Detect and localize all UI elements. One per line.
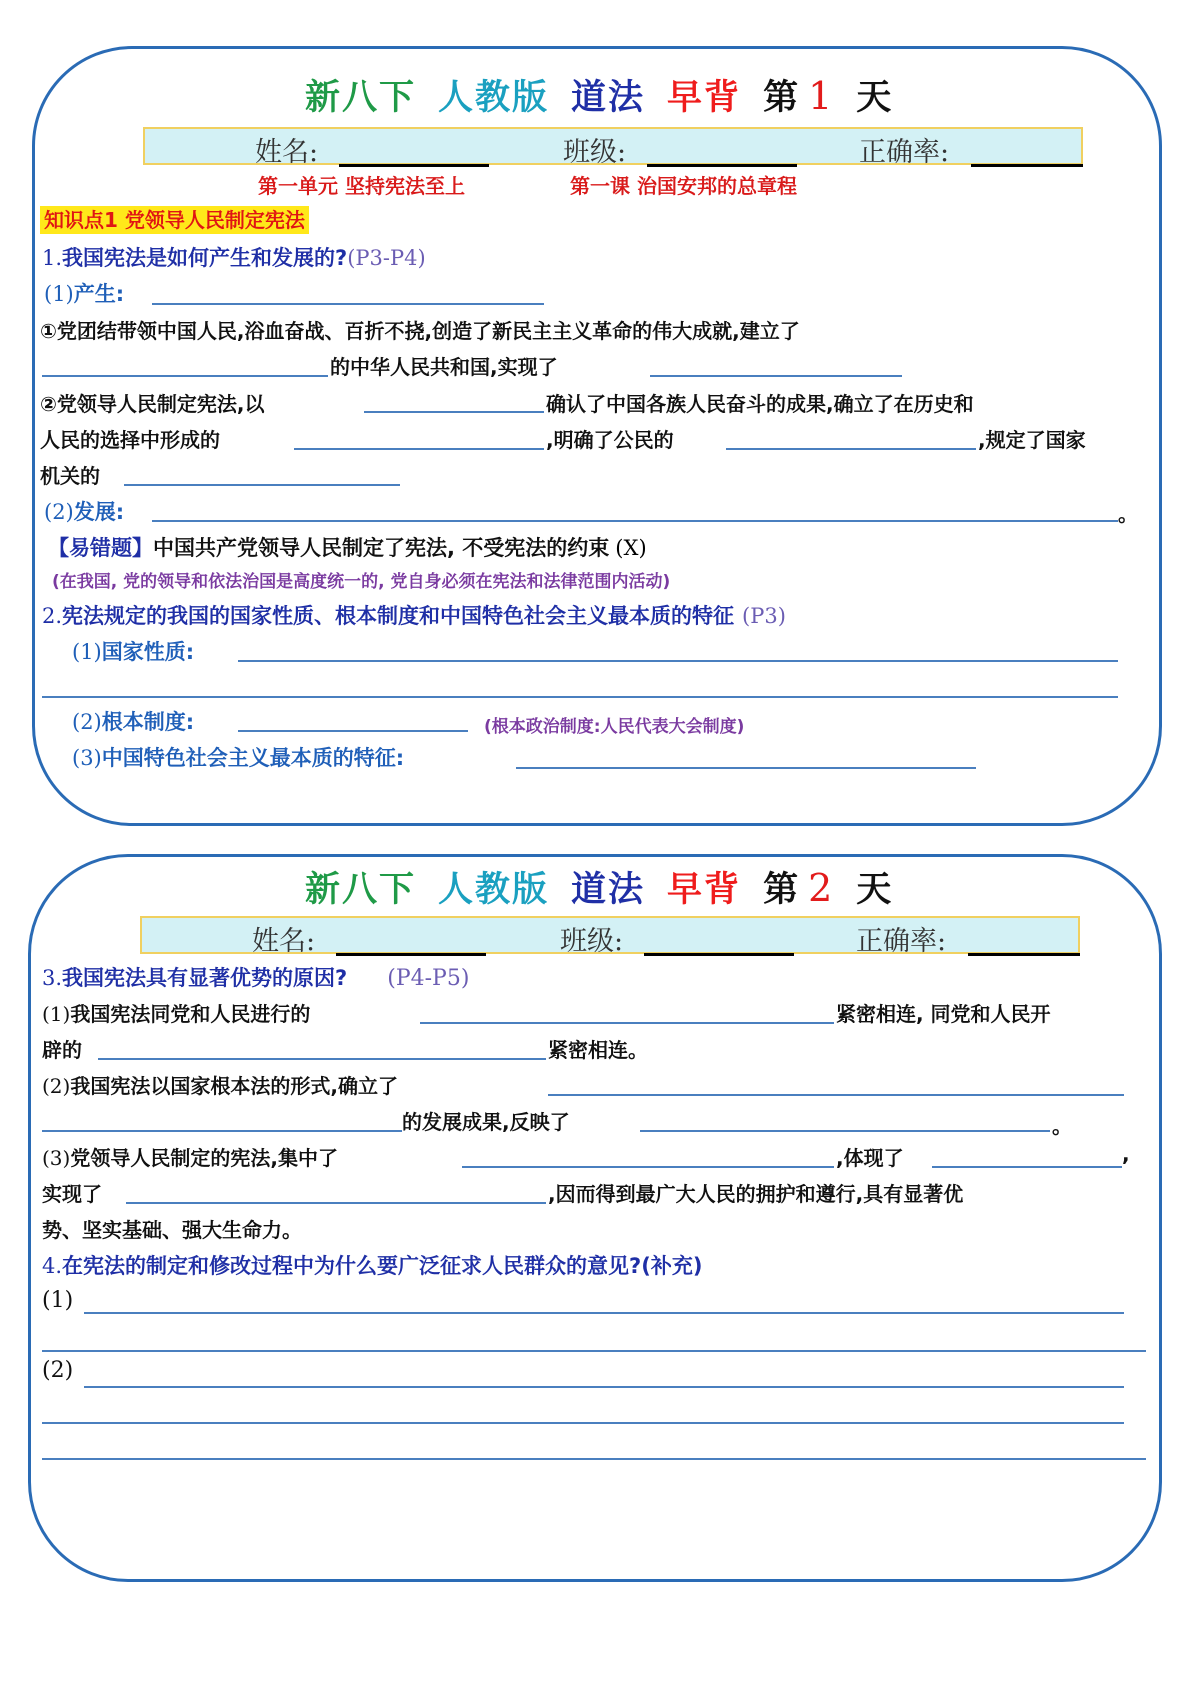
q3-sub3-line1: (3)党领导人民制定的宪法,集中了 bbox=[42, 1146, 338, 1170]
question-2: 2.宪法规定的我国的国家性质、根本制度和中国特色社会主义最本质的特征 (P3) bbox=[42, 604, 786, 628]
q1-sub1-item1-blank1[interactable] bbox=[42, 375, 328, 377]
name-bar-2 bbox=[140, 916, 1080, 957]
q3-sub1-blank1[interactable] bbox=[420, 1022, 834, 1024]
q1-sub1-item1-line2: 的中华人民共和国,实现了 bbox=[330, 355, 558, 379]
knowledge-point-tag: 知识点1 党领导人民制定宪法 bbox=[40, 204, 309, 233]
q1-sub1-item2-blank1[interactable] bbox=[364, 411, 544, 413]
q3-sub2-blank1[interactable] bbox=[548, 1094, 1124, 1096]
accuracy-blank[interactable] bbox=[971, 164, 1083, 167]
q4-sub1-label: (1) bbox=[42, 1288, 74, 1313]
q1-sub1-item2-line1b: 确认了中国各族人民奋斗的成果,确立了在历史和 bbox=[546, 392, 974, 416]
question-3: 3.我国宪法具有显著优势的原因? (P4-P5) bbox=[42, 966, 470, 991]
q1-sub1-item2-line1: ②党领导人民制定宪法,以 bbox=[40, 392, 265, 416]
class-blank[interactable] bbox=[647, 164, 797, 167]
q2-sub1-label: (1)国家性质: bbox=[72, 640, 195, 664]
lesson-title: 第一课 治国安邦的总章程 bbox=[570, 174, 797, 198]
q1-sub2-blank[interactable] bbox=[152, 520, 1118, 522]
name-label-2: 姓名: bbox=[252, 926, 316, 957]
q3-sub2-blank2[interactable] bbox=[42, 1130, 402, 1132]
q3-sub1-blank2[interactable] bbox=[98, 1058, 546, 1060]
q4-sub2-blank2[interactable] bbox=[42, 1422, 1124, 1424]
class-label: 班级: bbox=[563, 137, 627, 168]
q3-sub2-line1: (2)我国宪法以国家根本法的形式,确立了 bbox=[42, 1074, 398, 1098]
name-blank[interactable] bbox=[339, 164, 489, 167]
q1-sub1-item2-line3: 机关的 bbox=[40, 464, 100, 488]
q1-sub1-item2-line2a: 人民的选择中形成的 bbox=[40, 428, 220, 452]
error-prone-note: (在我国, 党的领导和依法治国是高度统一的, 党自身必须在宪法和法律范围内活动) bbox=[52, 572, 671, 592]
q1-sub1-blank[interactable] bbox=[152, 303, 544, 305]
q2-sub3-blank[interactable] bbox=[516, 767, 976, 769]
q2-sub2-note: (根本政治制度:人民代表大会制度) bbox=[484, 717, 745, 737]
q2-sub2-blank[interactable] bbox=[238, 730, 468, 732]
q1-sub1-label: (1)产生: bbox=[44, 282, 125, 306]
q3-sub1-line1: (1)我国宪法同党和人民进行的 bbox=[42, 1002, 311, 1026]
name-blank-2[interactable] bbox=[336, 953, 486, 956]
page-title-day2: 新八下 人教版 道法 早背 第 2 天 bbox=[305, 866, 894, 910]
q2-sub2-label: (2)根本制度: bbox=[72, 710, 195, 734]
q3-sub3-blank2[interactable] bbox=[932, 1166, 1122, 1168]
class-label-2: 班级: bbox=[560, 926, 624, 957]
q1-sub1-item2-line2c: ,规定了国家 bbox=[978, 428, 1086, 452]
question-1: 1.我国宪法是如何产生和发展的?(P3-P4) bbox=[42, 246, 426, 270]
class-blank-2[interactable] bbox=[644, 953, 794, 956]
name-label: 姓名: bbox=[255, 137, 319, 168]
q1-sub1-item2-blank3[interactable] bbox=[726, 448, 976, 450]
q1-sub1-item2-blank4[interactable] bbox=[124, 484, 400, 486]
page-title-day1: 新八下 人教版 道法 早背 第 1 天 bbox=[305, 74, 894, 118]
q3-sub3-blank3[interactable] bbox=[126, 1202, 546, 1204]
q2-sub3-label: (3)中国特色社会主义最本质的特征: bbox=[72, 746, 405, 770]
q2-sub1-blank1[interactable] bbox=[238, 660, 1118, 662]
q4-sub1-blank2[interactable] bbox=[42, 1350, 1146, 1352]
accuracy-label-2: 正确率: bbox=[856, 926, 947, 957]
name-bar bbox=[143, 127, 1083, 168]
error-prone-question: 【易错题】中国共产党领导人民制定了宪法, 不受宪法的约束 (X) bbox=[48, 536, 647, 560]
question-4: 4.在宪法的制定和修改过程中为什么要广泛征求人民群众的意见?(补充) bbox=[42, 1254, 703, 1278]
q2-sub1-blank2[interactable] bbox=[42, 696, 1118, 698]
q4-sub2-blank1[interactable] bbox=[84, 1386, 1124, 1388]
q1-sub1-item1-blank2[interactable] bbox=[650, 375, 902, 377]
unit-title: 第一单元 坚持宪法至上 bbox=[258, 174, 465, 198]
q4-sub1-blank1[interactable] bbox=[84, 1312, 1124, 1314]
q3-sub3-blank1[interactable] bbox=[462, 1166, 834, 1168]
q4-sub2-blank3[interactable] bbox=[42, 1458, 1146, 1460]
q3-sub2-blank3[interactable] bbox=[640, 1130, 1050, 1132]
q1-sub1-item1-line1: ①党团结带领中国人民,浴血奋战、百折不挠,创造了新民主主义革命的伟大成就,建立了 bbox=[40, 319, 800, 343]
q4-sub2-label: (2) bbox=[42, 1358, 74, 1383]
q1-sub2-label: (2)发展: bbox=[44, 500, 125, 524]
accuracy-blank-2[interactable] bbox=[968, 953, 1080, 956]
q1-sub1-item2-line2b: ,明确了公民的 bbox=[546, 428, 674, 452]
q1-sub1-item2-blank2[interactable] bbox=[294, 448, 544, 450]
accuracy-label: 正确率: bbox=[859, 137, 950, 168]
